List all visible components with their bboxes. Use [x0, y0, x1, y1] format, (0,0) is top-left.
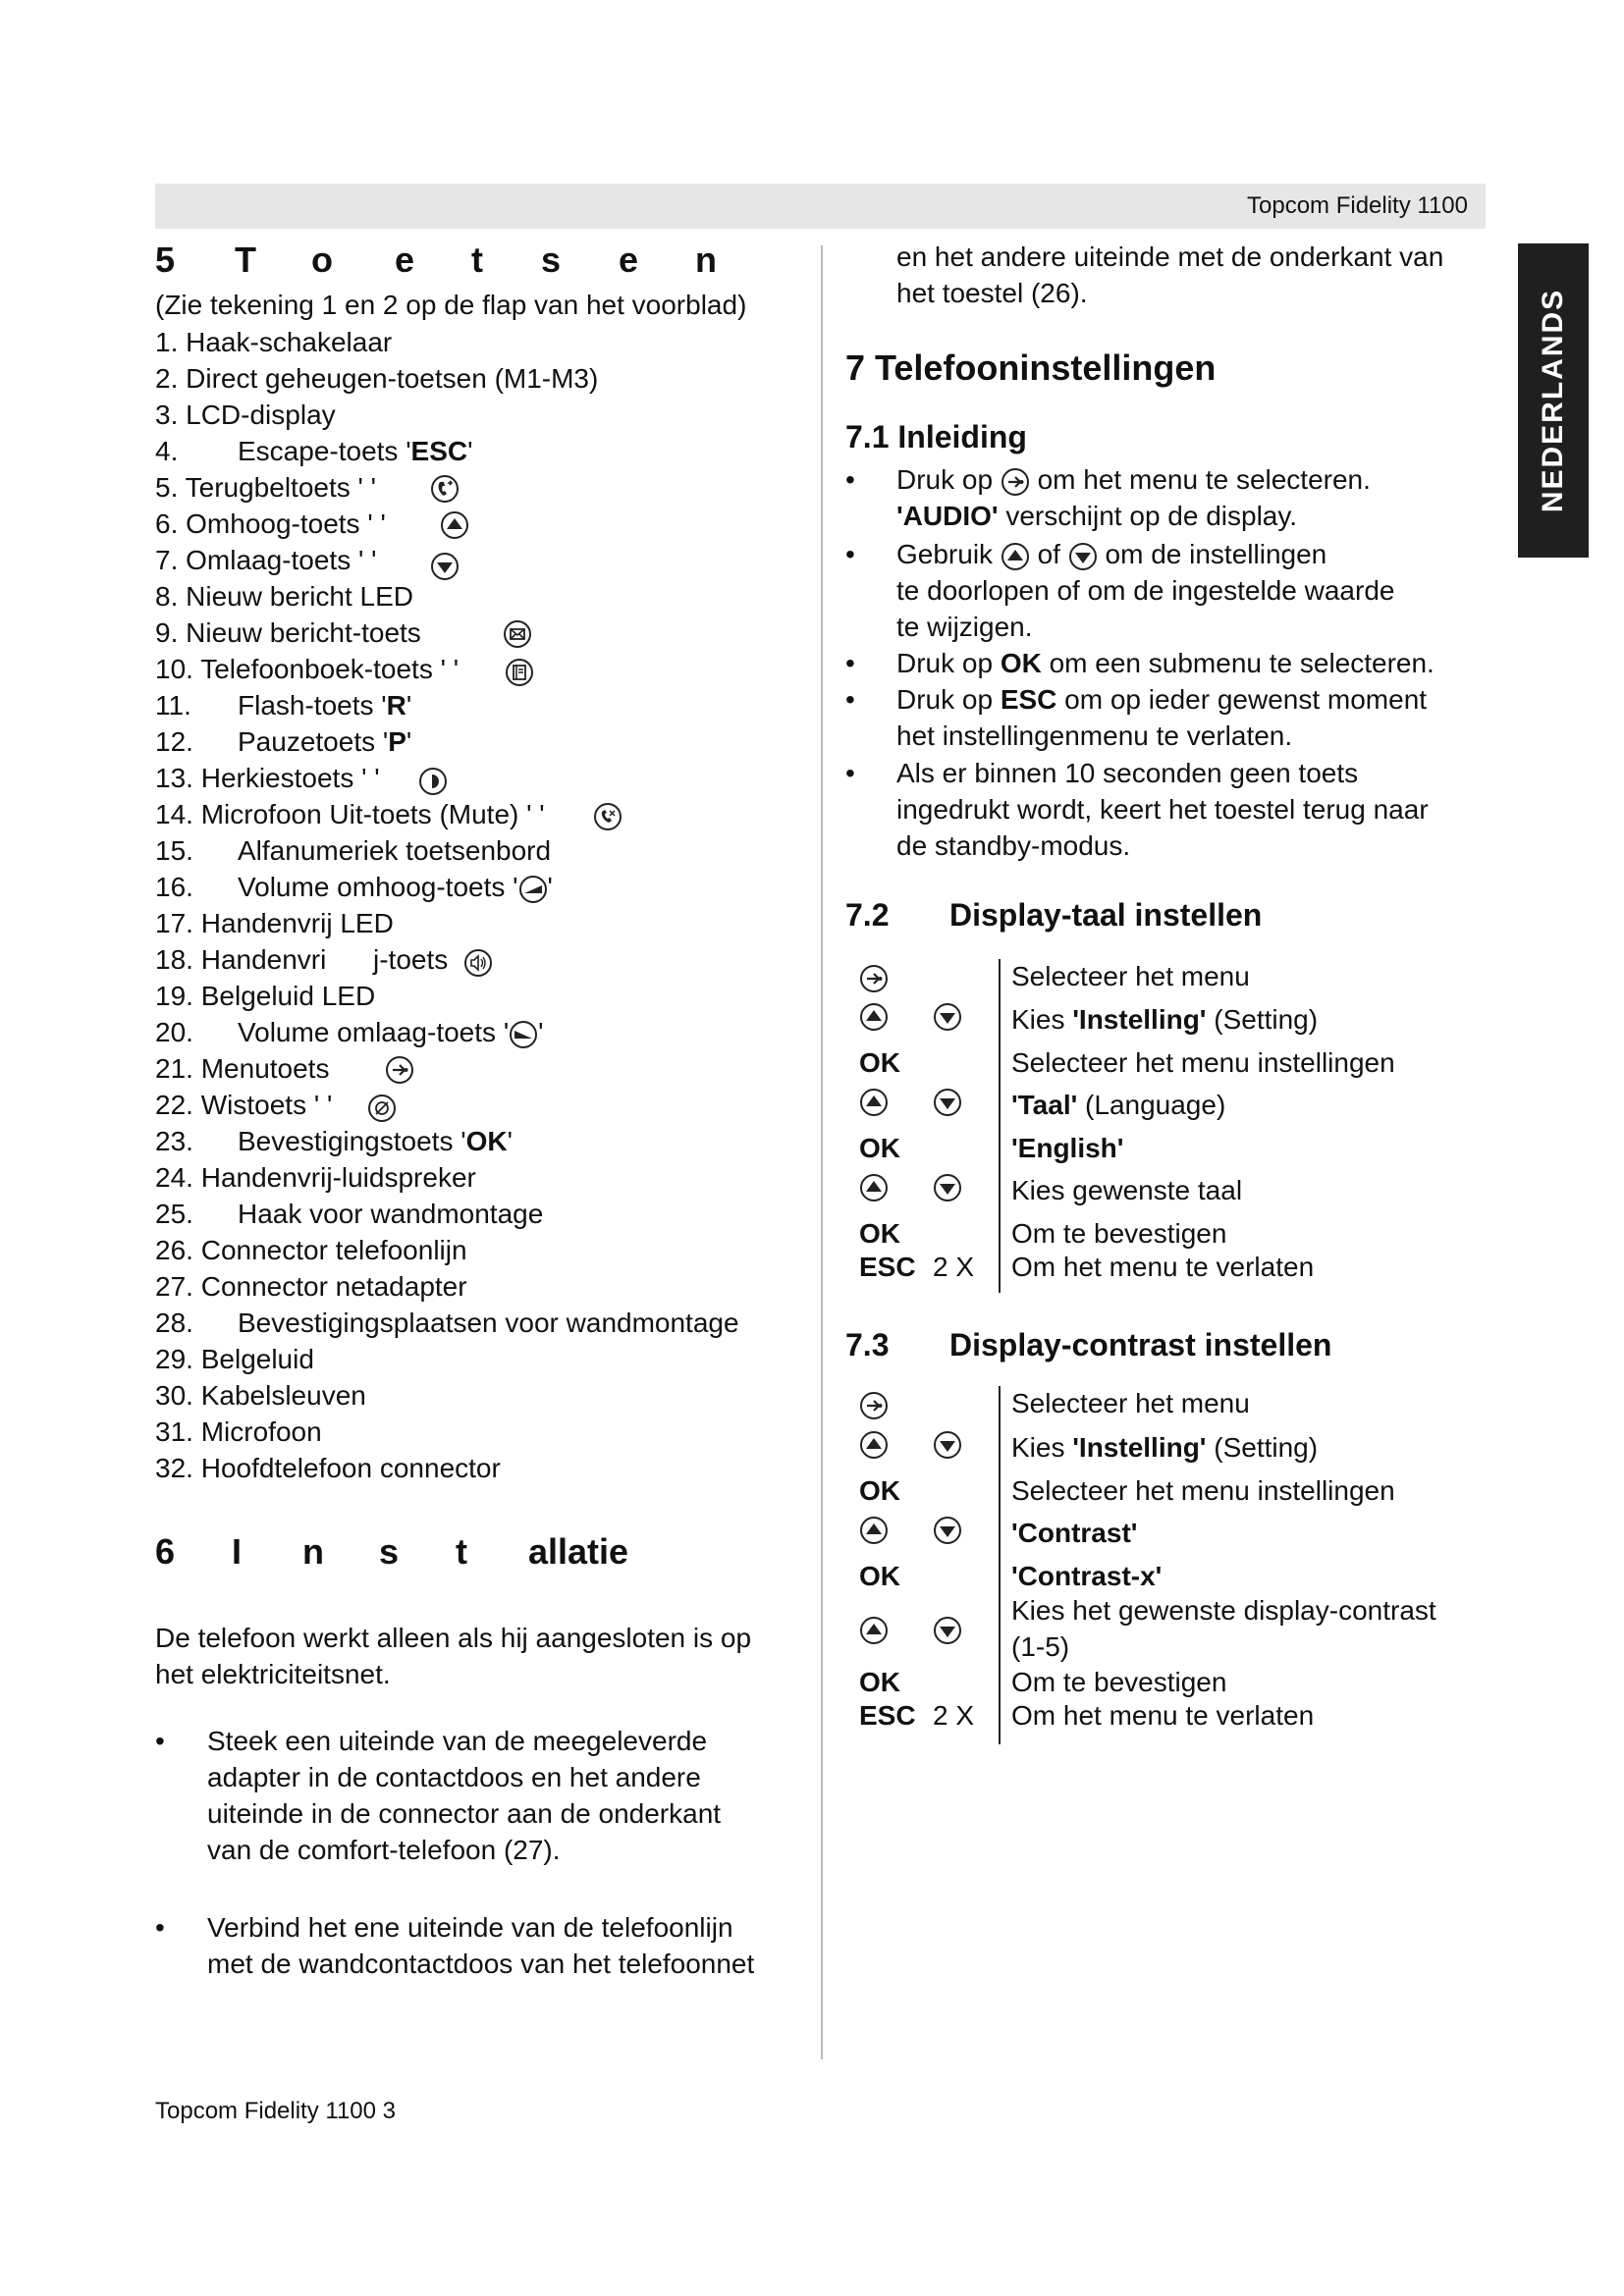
- volume-up-icon: [518, 875, 548, 904]
- list-item: 3. LCD-display: [155, 400, 336, 430]
- list-item: 10. Telefoonboek-toets ' ': [155, 653, 459, 686]
- section-7-1-title: 7.1 Inleiding: [845, 419, 1027, 454]
- section-5-intro: (Zie tekening 1 en 2 op de flap van het voorblad): [155, 290, 747, 320]
- list-item: 18. Handenvri j-toets: [155, 943, 326, 977]
- volume-down-icon: [509, 1020, 538, 1049]
- list-item: 12. Pauzetoets 'P': [155, 726, 412, 757]
- list-item: 11. Flash-toets 'R': [155, 690, 412, 721]
- recall-icon: [430, 474, 460, 504]
- arrow-down-icon: [933, 1616, 962, 1645]
- column-divider: [821, 245, 823, 2059]
- section-6-heading: [155, 1531, 666, 1575]
- arrow-up-icon: [859, 1088, 889, 1117]
- arrow-down-icon: [933, 1173, 962, 1202]
- list-item: 22. Wistoets ' ': [155, 1089, 332, 1122]
- list-item: 13. Herkiestoets ' ': [155, 762, 380, 795]
- page-footer: Topcom Fidelity 1100 3: [155, 2098, 397, 2124]
- list-item: 1. Haak-schakelaar: [155, 327, 393, 357]
- section-7-2-title: 7.2 Display-taal instellen: [845, 897, 1263, 933]
- section-7-title: 7 Telefooninstellingen: [845, 347, 1217, 388]
- arrow-up-icon: [859, 1430, 889, 1460]
- arrow-up-icon: [859, 1173, 889, 1202]
- list-item: 5. Terugbeltoets ' ': [155, 471, 376, 505]
- list-item: 25. Haak voor wandmontage: [155, 1199, 544, 1229]
- arrow-down-icon: [430, 552, 460, 581]
- heading-letter: e: [395, 240, 415, 280]
- arrow-up-icon: [1001, 542, 1030, 571]
- list-item: 20. Volume omlaag-toets ' ': [155, 1017, 544, 1047]
- heading-letter: n: [302, 1531, 324, 1572]
- section-5-heading: [155, 240, 744, 283]
- header-title: Topcom Fidelity 1100: [1247, 192, 1468, 219]
- list-item: 6. Omhoog-toets ' ': [155, 507, 386, 541]
- heading-letter: n: [695, 240, 717, 280]
- phonebook-icon: [505, 658, 534, 687]
- heading-letter: t: [471, 240, 483, 280]
- arrow-down-icon: [933, 1088, 962, 1117]
- section-6-paragraph: De telefoon werkt alleen als hij aangesloten is op het elektriciteitsnet.: [155, 1623, 752, 1689]
- list-item: 4. Escape-toets 'ESC': [155, 436, 473, 466]
- list-item: 15. Alfanumeriek toetsenbord: [155, 835, 552, 866]
- list-item: 14. Microfoon Uit-toets (Mute) ' ': [155, 798, 545, 831]
- heading-letter: t: [456, 1531, 467, 1572]
- heading-letter: T: [235, 240, 256, 280]
- list-item: 28. Bevestigingsplaatsen voor wandmontage: [155, 1308, 739, 1338]
- section-number: 6: [155, 1531, 176, 1572]
- mute-icon: [593, 802, 623, 831]
- section-number: 5: [155, 240, 176, 280]
- delete-icon: [367, 1094, 397, 1123]
- list-item: 31. Microfoon: [155, 1416, 322, 1447]
- list-item: 32. Hoofdtelefoon connector: [155, 1453, 501, 1483]
- list-item: 21. Menutoets: [155, 1052, 329, 1086]
- section-7-3-title: 7.3 Display-contrast instellen: [845, 1327, 1332, 1362]
- list-item: 2. Direct geheugen-toetsen (M1-M3): [155, 363, 599, 394]
- speaker-icon: [463, 948, 493, 978]
- arrow-down-icon: [933, 1002, 962, 1032]
- list-item: 23. Bevestigingstoets 'OK': [155, 1126, 513, 1156]
- menu-icon: [859, 964, 889, 993]
- list-item: 27. Connector netadapter: [155, 1271, 467, 1302]
- menu-icon: [859, 1391, 889, 1420]
- arrow-up-icon: [440, 510, 469, 540]
- list-item: 30. Kabelsleuven: [155, 1380, 366, 1411]
- list-item: 9. Nieuw bericht-toets: [155, 616, 421, 650]
- list-item: 7. Omlaag-toets ' ': [155, 544, 376, 577]
- continued-text: en het andere uiteinde met de onderkant van het toestel (26).: [896, 241, 1444, 308]
- menu-icon: [385, 1055, 414, 1085]
- list-item: 17. Handenvrij LED: [155, 908, 394, 938]
- list-item: 16. Volume omhoog-toets ' ': [155, 872, 553, 902]
- arrow-up-icon: [859, 1516, 889, 1545]
- list-item: 24. Handenvrij-luidspreker: [155, 1162, 476, 1193]
- arrow-up-icon: [859, 1002, 889, 1032]
- list-item: 19. Belgeluid LED: [155, 981, 376, 1011]
- redial-icon: [418, 767, 448, 796]
- list-item: 8. Nieuw bericht LED: [155, 581, 414, 612]
- list-item: 26. Connector telefoonlijn: [155, 1235, 467, 1265]
- header-bar: [155, 184, 1486, 229]
- menu-icon: [1001, 467, 1030, 497]
- side-tab-label: NEDERLANDS: [1537, 288, 1569, 513]
- heading-letter: s: [379, 1531, 400, 1572]
- arrow-up-icon: [859, 1616, 889, 1645]
- arrow-down-icon: [933, 1516, 962, 1545]
- heading-letter: I: [232, 1531, 243, 1572]
- arrow-down-icon: [1068, 542, 1098, 571]
- envelope-icon: [503, 619, 532, 649]
- list-item: 29. Belgeluid: [155, 1344, 314, 1374]
- arrow-down-icon: [933, 1430, 962, 1460]
- heading-letter: s: [541, 240, 562, 280]
- language-side-tab: [1518, 243, 1589, 558]
- heading-letter: o: [311, 240, 333, 280]
- heading-letter: e: [619, 240, 639, 280]
- heading-letter: allatie: [528, 1531, 629, 1572]
